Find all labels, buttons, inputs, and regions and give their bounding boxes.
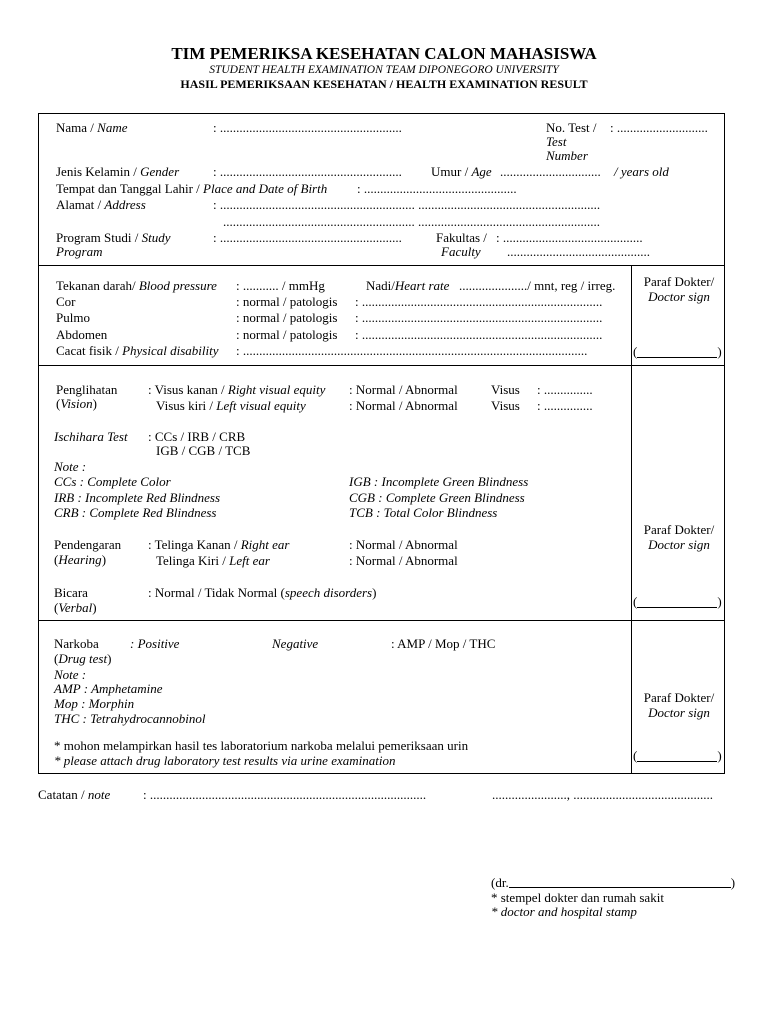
right-ear-status[interactable]: : Normal / Abnormal	[349, 537, 458, 552]
name-label: Nama / Name	[56, 120, 128, 135]
cor-label: Cor	[56, 294, 76, 309]
vision-label: Penglihatan	[56, 382, 118, 397]
right-visus-field[interactable]: : ...............	[537, 382, 593, 397]
drug-types-options[interactable]: : AMP / Mop / THC	[391, 636, 496, 651]
test-number-label: No. Test /	[546, 120, 597, 135]
study-program-label: Program Studi / Study	[56, 230, 171, 245]
faculty-field[interactable]: : ...........................................	[496, 230, 643, 245]
right-visus-value-label: Visus	[491, 382, 520, 397]
left-visus-field[interactable]: : ...............	[537, 398, 593, 413]
doctor-signature-1[interactable]: ( )	[633, 344, 722, 359]
left-visus-label: Visus kiri / Left visual equity	[156, 398, 306, 413]
pulmo-notes-field[interactable]: : ..........................................................................	[355, 310, 603, 325]
test-number-label-en-2: Number	[546, 148, 588, 163]
doctor-sign-label-2	[636, 522, 722, 552]
note-label: Catatan / note	[38, 787, 111, 802]
stamp-instruction-en: * doctor and hospital stamp	[491, 904, 637, 919]
note-igb: IGB : Incomplete Green Blindness	[349, 474, 529, 489]
doctor-sign-label-en: Doctor sign	[648, 537, 710, 552]
test-number-field[interactable]: : ............................	[610, 120, 708, 135]
cor-notes-field[interactable]: : ..........................................................................	[355, 294, 603, 309]
note-cgb: CGB : Complete Green Blindness	[349, 490, 525, 505]
verbal-label: Bicara	[54, 585, 88, 600]
note-crb: CRB : Complete Red Blindness	[54, 505, 217, 520]
hearing-label: Pendengaran	[54, 537, 122, 552]
abdomen-label: Abdomen	[56, 327, 108, 342]
ishihara-options-1[interactable]: : CCs / IRB / CRB	[148, 429, 246, 444]
test-number-label-en-1: Test	[546, 134, 567, 149]
section-divider-1	[38, 265, 724, 266]
pulmo-status[interactable]: : normal / patologis	[236, 310, 338, 325]
note-thc: THC : Tetrahydrocannobinol	[54, 711, 206, 726]
address-label: Alamat / Address	[56, 197, 146, 212]
doctor-sign-label-1	[636, 274, 722, 304]
blood-pressure-label: Tekanan darah/ Blood pressure	[56, 278, 217, 293]
abdomen-notes-field[interactable]: : ..........................................................................	[355, 327, 603, 342]
note-field[interactable]: : .....................................................................................	[143, 787, 427, 802]
drug-test-label: Narkoba	[54, 636, 99, 651]
gender-field[interactable]: : ........................................................	[213, 164, 402, 179]
disability-label: Cacat fisik / Physical disability	[56, 343, 219, 358]
faculty-label: Fakultas /	[436, 230, 487, 245]
doctor-sign-label-3	[636, 690, 722, 720]
drug-test-label-en: (Drug test)	[54, 651, 112, 666]
doctor-sign-label-id: Paraf Dokter/	[643, 274, 715, 289]
signature-column-divider	[631, 265, 632, 773]
heart-rate-field[interactable]: ...................../ mnt, reg / irreg.	[459, 278, 616, 293]
left-visus-value-label: Visus	[491, 398, 520, 413]
name-field[interactable]: : ........................................................	[213, 120, 402, 135]
place-date-field[interactable]: ......................., ...........................................	[492, 787, 713, 802]
note-tcb: TCB : Total Color Blindness	[349, 505, 498, 520]
drug-negative-option[interactable]: Negative	[272, 636, 319, 651]
doctor-sign-label-en: Doctor sign	[648, 289, 710, 304]
right-visus-label: : Visus kanan / Right visual equity	[148, 382, 326, 397]
left-ear-status[interactable]: : Normal / Abnormal	[349, 553, 458, 568]
drug-instruction-en: * please attach drug laboratory test results via urine examination	[54, 753, 396, 768]
study-program-field[interactable]: : ........................................................	[213, 230, 402, 245]
right-ear-label: : Telinga Kanan / Right ear	[148, 537, 290, 552]
address-field-line-1[interactable]: : ............................................................ ........................................................	[213, 197, 601, 212]
note-mop: Mop : Morphin	[54, 696, 135, 711]
study-program-label-en: Program	[56, 244, 103, 259]
form-subtitle-english: STUDENT HEALTH EXAMINATION TEAM DIPONEGORO UNIVERSITY	[209, 64, 559, 76]
verbal-status[interactable]: : Normal / Tidak Normal (speech disorders)	[148, 585, 377, 600]
drug-instruction-id: * mohon melampirkan hasil tes laboratorium narkoba melalui pemeriksaan urin	[54, 738, 469, 753]
doctor-signature-3[interactable]: ( )	[633, 748, 722, 763]
ishihara-label: Ischihara Test	[54, 429, 128, 444]
left-ear-label: Telinga Kiri / Left ear	[156, 553, 270, 568]
doctor-sign-label-id: Paraf Dokter/	[643, 690, 715, 705]
gender-label: Jenis Kelamin / Gender	[56, 164, 180, 179]
drug-positive-option[interactable]: : Positive	[130, 636, 180, 651]
hearing-label-en: (Hearing)	[54, 552, 107, 567]
birth-label: Tempat dan Tanggal Lahir / Place and Date of Birth	[56, 181, 328, 196]
blood-pressure-field[interactable]: : ........... / mmHg	[236, 278, 325, 293]
note-irb: IRB : Incomplete Red Blindness	[54, 490, 221, 505]
age-label: Umur / Age	[431, 164, 492, 179]
vision-label-en: (Vision)	[56, 396, 97, 411]
form-title: TIM PEMERIKSA KESEHATAN CALON MAHASISWA	[171, 44, 597, 63]
form-subtitle-result: HASIL PEMERIKSAAN KESEHATAN / HEALTH EXAMINATION RESULT	[180, 77, 588, 91]
form-frame	[38, 113, 725, 774]
age-unit: / years old	[614, 164, 669, 179]
ishihara-options-2[interactable]: IGB / CGB / TCB	[156, 443, 251, 458]
faculty-field-line-2[interactable]: ............................................	[507, 244, 650, 259]
note-ccs: CCs : Complete Color	[54, 474, 171, 489]
doctor-sign-label-id: Paraf Dokter/	[643, 522, 715, 537]
abdomen-status[interactable]: : normal / patologis	[236, 327, 338, 342]
heart-rate-label: Nadi/Heart rate	[366, 278, 450, 293]
doctor-name-field[interactable]: (dr. )	[491, 875, 736, 890]
verbal-label-en: (Verbal)	[54, 600, 97, 615]
pulmo-label: Pulmo	[56, 310, 90, 325]
doctor-signature-2[interactable]: ( )	[633, 594, 722, 609]
birth-field[interactable]: : ...............................................	[357, 181, 517, 196]
note-amp: AMP : Amphetamine	[54, 681, 163, 696]
cor-status[interactable]: : normal / patologis	[236, 294, 338, 309]
right-vision-status[interactable]: : Normal / Abnormal	[349, 382, 458, 397]
stamp-instruction-id: * stempel dokter dan rumah sakit	[491, 890, 664, 905]
disability-field[interactable]: : ..........................................................................................................	[236, 343, 588, 358]
section-divider-3	[38, 620, 724, 621]
address-field-line-2[interactable]: ........................................................... ........................................................	[223, 214, 600, 229]
section-divider-2	[38, 365, 724, 366]
ishihara-note-label: Note :	[54, 459, 87, 474]
age-field[interactable]: ...............................	[500, 164, 601, 179]
drug-note-label: Note :	[54, 667, 87, 682]
left-vision-status[interactable]: : Normal / Abnormal	[349, 398, 458, 413]
faculty-label-en: Faculty	[441, 244, 481, 259]
doctor-sign-label-en: Doctor sign	[648, 705, 710, 720]
